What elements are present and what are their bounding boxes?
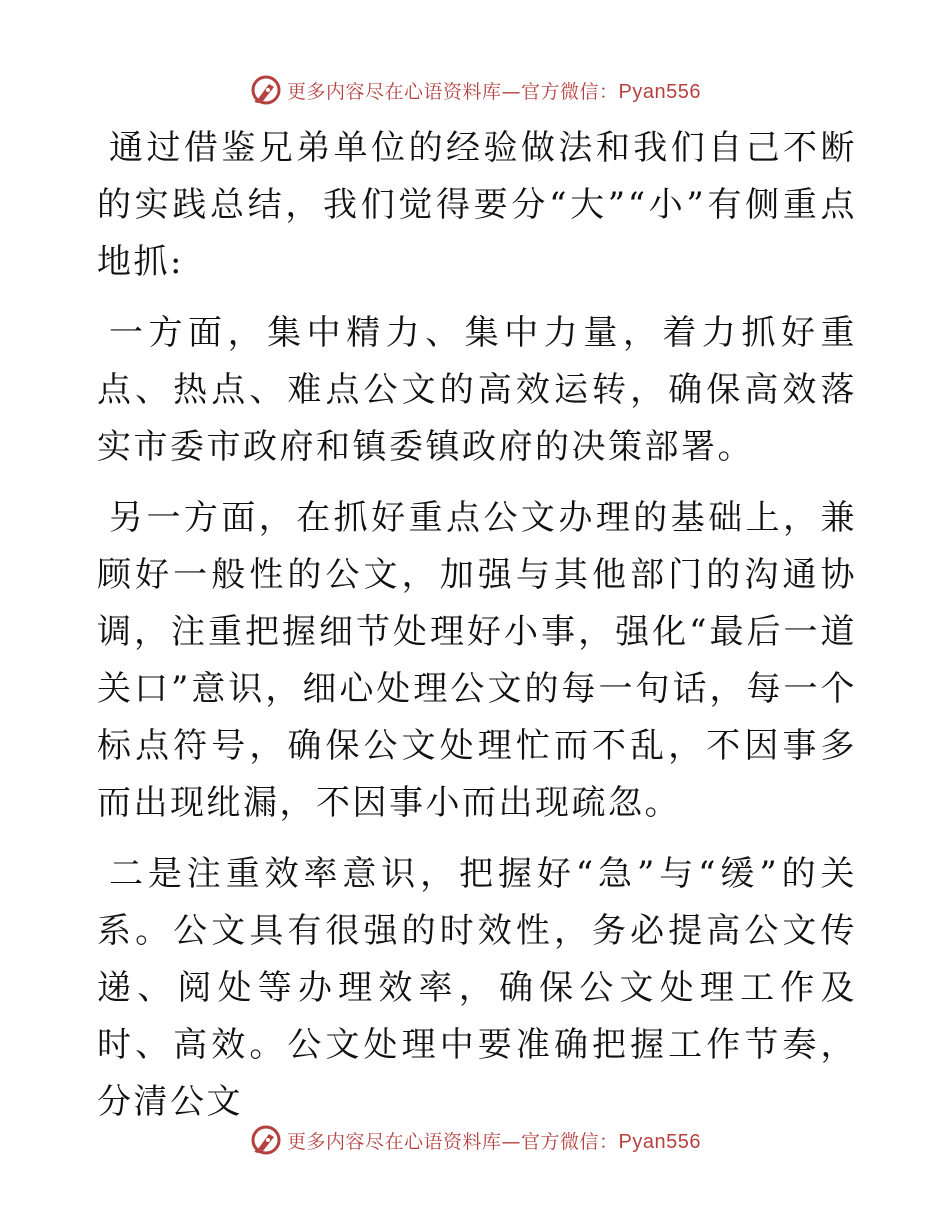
- paragraph-1: 通过借鉴兄弟单位的经验做法和我们自己不断的实践总结，我们觉得要分“大”“小”有侧重点地抓:: [97, 128, 857, 282]
- watermark-label: 官方微信：: [521, 1130, 619, 1153]
- pen-nib-logo-icon: [249, 1123, 283, 1157]
- paragraph-2: 一方面，集中精力、集中力量，着力抓好重点、热点、难点公文的高效运转，确保高效落实市委市政府和镇委镇政府的决策部署。: [97, 313, 857, 467]
- watermark-main: 更多内容尽在心语资料库: [287, 80, 502, 103]
- watermark-separator: —: [501, 1130, 522, 1153]
- footer-watermark: [0, 1120, 950, 1160]
- watermark-wechat-id: Pyan556: [618, 80, 701, 103]
- watermark-wechat-id: Pyan556: [618, 1130, 701, 1153]
- header-watermark: [0, 70, 950, 110]
- watermark-separator: —: [501, 80, 522, 103]
- watermark-label: 官方微信：: [521, 80, 619, 103]
- paragraph-3: 另一方面，在抓好重点公文办理的基础上，兼顾好一般性的公文，加强与其他部门的沟通协调，注重把握细节处理好小事，强化“最后一道关口”意识，细心处理公文的每一句话，每一个标点符号，确保公文处理忙而不乱，不因事多而出现纰漏，不因事小而出现疏忽。: [97, 498, 857, 823]
- watermark-text: [287, 77, 701, 104]
- pen-nib-logo-icon: [249, 73, 283, 107]
- watermark-main: 更多内容尽在心语资料库: [287, 1130, 502, 1153]
- document-body: [97, 120, 857, 1131]
- paragraph-4: 二是注重效率意识，把握好“急”与“缓”的关系。公文具有很强的时效性，务必提高公文传递、阅处等办理效率，确保公文处理工作及时、高效。公文处理中要准确把握工作节奏，分清公文: [97, 854, 857, 1122]
- watermark-text: [287, 1127, 701, 1154]
